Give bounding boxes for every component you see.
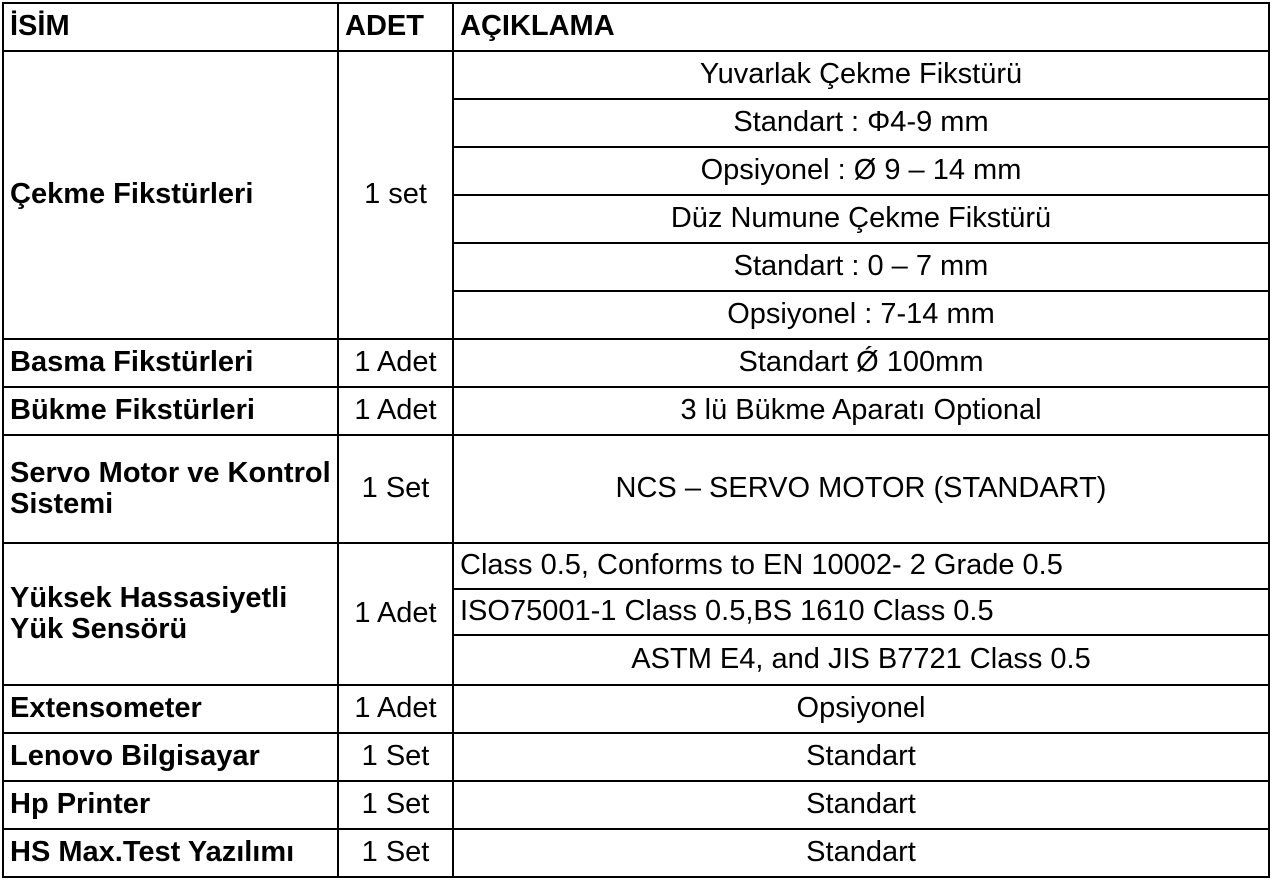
item-desc: Opsiyonel	[453, 685, 1269, 733]
item-desc: Standart : 0 – 7 mm	[453, 243, 1269, 291]
item-name: Servo Motor ve Kontrol Sistemi	[3, 435, 338, 543]
table-row	[3, 339, 1269, 387]
header-row	[3, 3, 1269, 51]
header-name: İSİM	[3, 3, 338, 51]
item-desc: Düz Numune Çekme Fikstürü	[453, 195, 1269, 243]
item-desc: Class 0.5, Conforms to EN 10002- 2 Grade 0.5	[453, 543, 1269, 589]
item-qty: 1 Set	[338, 781, 453, 829]
item-desc: Standart : Φ4-9 mm	[453, 99, 1269, 147]
table-row	[3, 543, 1269, 589]
item-qty: 1 Set	[338, 733, 453, 781]
item-desc: ISO75001-1 Class 0.5,BS 1610 Class 0.5	[453, 589, 1269, 635]
header-desc: AÇIKLAMA	[453, 3, 1269, 51]
table-row	[3, 733, 1269, 781]
item-qty: 1 Set	[338, 829, 453, 877]
item-desc: 3 lü Bükme Aparatı Optional	[453, 387, 1269, 435]
table-row	[3, 781, 1269, 829]
table-row	[3, 51, 1269, 99]
item-name: Bükme Fikstürleri	[3, 387, 338, 435]
item-name: Basma Fikstürleri	[3, 339, 338, 387]
item-desc: Standart	[453, 733, 1269, 781]
item-qty: 1 Adet	[338, 339, 453, 387]
table-row	[3, 829, 1269, 877]
item-qty: 1 set	[338, 51, 453, 339]
item-desc: Standart	[453, 781, 1269, 829]
item-qty: 1 Adet	[338, 387, 453, 435]
item-name: Extensometer	[3, 685, 338, 733]
table-row	[3, 387, 1269, 435]
item-name: Çekme Fikstürleri	[3, 51, 338, 339]
item-desc: NCS – SERVO MOTOR (STANDART)	[453, 435, 1269, 543]
item-name: Lenovo Bilgisayar	[3, 733, 338, 781]
header-qty: ADET	[338, 3, 453, 51]
item-desc: Opsiyonel : Ø 9 – 14 mm	[453, 147, 1269, 195]
item-qty: 1 Adet	[338, 543, 453, 685]
item-desc: Standart Ǿ 100mm	[453, 339, 1269, 387]
item-qty: 1 Adet	[338, 685, 453, 733]
item-desc: Standart	[453, 829, 1269, 877]
table-row	[3, 435, 1269, 543]
item-name: HS Max.Test Yazılımı	[3, 829, 338, 877]
item-name: Yüksek Hassasiyetli Yük Sensörü	[3, 543, 338, 685]
item-qty: 1 Set	[338, 435, 453, 543]
item-desc: Yuvarlak Çekme Fikstürü	[453, 51, 1269, 99]
item-name: Hp Printer	[3, 781, 338, 829]
item-desc: ASTM E4, and JIS B7721 Class 0.5	[453, 635, 1269, 685]
equipment-table	[2, 2, 1270, 878]
item-desc: Opsiyonel : 7-14 mm	[453, 291, 1269, 339]
table-row	[3, 685, 1269, 733]
